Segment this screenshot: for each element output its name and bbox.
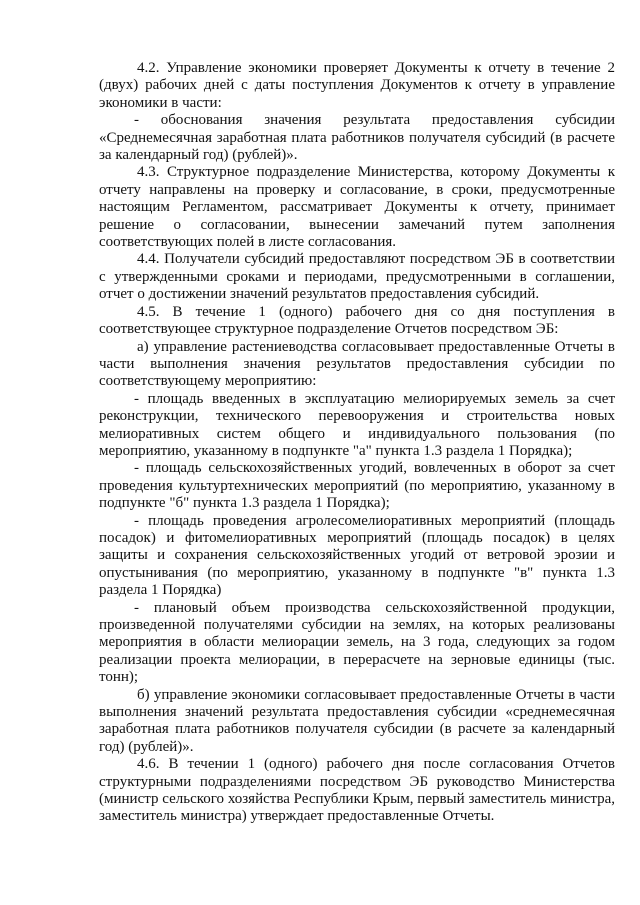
paragraph-4-4: 4.4. Получатели субсидий предоставляют посредством ЭБ в соответствии с утвержденными сроками и периодами, предусмотренными в соглашении, отчет о достижении значений результатов предоставления субсидий. (99, 251, 615, 303)
paragraph-4-5-a-item-4: - плановый объем производства сельскохозяйственной продукции, произведенной получателями субсидии на землях, на которых реализованы мероприятия в области мелиорации земель, на 3 года, следующих за годом реализации проекта мелиорации, в перерасчете на зерновые единицы (тыс. тонн); (99, 599, 615, 686)
paragraph-4-5-a-item-2: - площадь сельскохозяйственных угодий, вовлеченных в оборот за счет проведения культуртехнических мероприятий (по мероприятию, указанному в подпункте "б" пункта 1.3 раздела 1 Порядка); (99, 460, 615, 512)
paragraph-4-5-b: б) управление экономики согласовывает предоставленные Отчеты в части выполнения значений результата предоставления субсидии «среднемесячная заработная плата работников получателя субсидии (в расчете за календарный год) (рублей)». (99, 686, 615, 755)
paragraph-4-5-a-item-1: - площадь введенных в эксплуатацию мелиорируемых земель за счет реконструкции, технического перевооружения и строительства новых мелиоративных систем общего и индивидуального пользования (по мероприятию, указанному в подпункте "а" пункта 1.3 раздела 1 Порядка); (99, 390, 615, 459)
paragraph-4-5-a: а) управление растениеводства согласовывает предоставленные Отчеты в части выполнения значения результатов предоставления субсидии по соответствующему мероприятию: (99, 338, 615, 390)
paragraph-4-2-item: - обоснования значения результата предоставления субсидии «Среднемесячная заработная плата работников получателя субсидий (в расчете за календарный год) (рублей)». (99, 112, 615, 164)
document-body (99, 60, 615, 826)
paragraph-4-5-a-item-3: - площадь проведения агролесомелиоративных мероприятий (площадь посадок) и фитомелиоративных мероприятий (площадь посадок) в целях защиты и сохранения сельскохозяйственных угодий от ветровой эрозии и опустынивания (по мероприятию, указанному в подпункте "в" пункта 1.3 раздела 1 Порядка) (99, 512, 615, 599)
paragraph-4-3: 4.3. Структурное подразделение Министерства, которому Документы к отчету направлены на проверку и согласование, в сроки, предусмотренные настоящим Регламентом, рассматривает Документы к отчету, принимает решение о согласовании, вынесении замечаний путем заполнения соответствующих полей в листе согласования. (99, 164, 615, 251)
paragraph-4-6: 4.6. В течении 1 (одного) рабочего дня после согласования Отчетов структурными подразделениями посредством ЭБ руководство Министерства (министр сельского хозяйства Республики Крым, первый заместитель министра, заместитель министра) утверждает предоставленные Отчеты. (99, 756, 615, 825)
paragraph-4-2: 4.2. Управление экономики проверяет Документы к отчету в течение 2 (двух) рабочих дней с даты поступления Документов к отчету в управление экономики в части: (99, 60, 615, 111)
paragraph-4-5: 4.5. В течение 1 (одного) рабочего дня со дня поступления в соответствующее структурное подразделение Отчетов посредством ЭБ: (99, 303, 615, 338)
